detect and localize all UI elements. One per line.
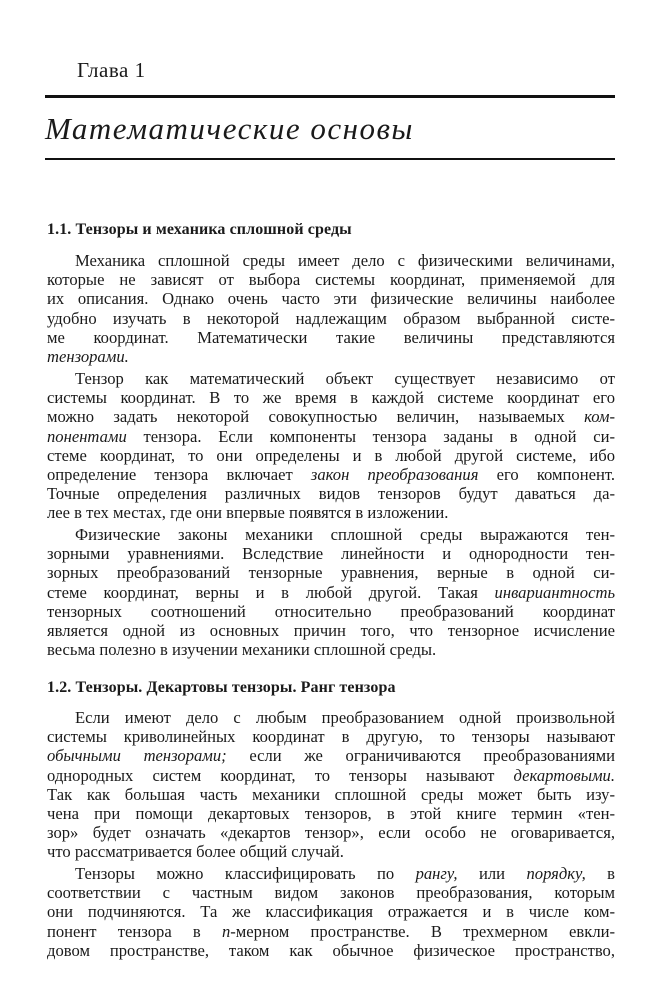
text-line: Тензор как математический объект существует независимо от [75,369,615,388]
chapter-bottom-rule [45,158,615,160]
text-line: можно задать некоторой совокупностью величин, называемых ком- [47,407,615,427]
text-line: чена при помощи декартовых тензоров, в этой книге термин «тен- [47,804,615,824]
text-line: Физические законы механики сплошной среды выражаются тен- [75,525,615,544]
text-line: которые не зависят от выбора системы координат, применяемой для [47,270,615,290]
chapter-title: Математические основы [45,111,414,146]
text-line: Если имеют дело с любым преобразованием одной произвольной [75,708,615,727]
text-line: соответствии с частным видом законов преобразования, которым [47,883,615,903]
text-line: обычными тензорами; если же ограничиваются преобразованиями [47,746,615,766]
text-line: зор» будет означать «декартов тензор», если особо не оговаривается, [47,823,615,843]
text-line: что рассматривается более общий случай. [47,842,344,862]
text-line: понент тензора в n-мерном пространстве. В трехмерном евкли- [47,921,615,941]
text-line: их описания. Однако очень часто эти физические величины наиболее [47,289,615,309]
text-line: стеме координат, верны и в любой другой. Такая инвариантность [47,582,615,602]
paragraph [47,708,615,862]
chapter-top-rule [45,95,615,98]
text-line: тензорных соотношений относительно преобразований координат [47,601,615,621]
text-line: Точные определения различных видов тензоров будут даваться да- [47,484,615,504]
text-line: стеме координат, то они определены и в любой другой системе, ибо [47,445,615,465]
section-heading-1-2: 1.2. Тензоры. Декартовы тензоры. Ранг тензора [47,679,396,696]
text-line: системы координат. В то же время в каждой системе координат его [47,388,615,408]
paragraph [47,251,615,366]
text-line: тензорами. [47,347,129,367]
text-line: системы криволинейных координат в другую, то тензоры называют [47,727,615,747]
text-line: понентами тензора. Если компоненты тензора заданы в одной си- [47,426,615,446]
text-line: ме координат. Математически такие величины представляются [47,327,615,347]
text-line: определение тензора включает закон преобразования его компонент. [47,465,615,485]
section-heading-1-1: 1.1. Тензоры и механика сплошной среды [47,221,352,238]
paragraph [47,864,615,960]
text-line: лее в тех местах, где они впервые появятся в изложении. [47,503,449,523]
text-line: Тензоры можно классифицировать по рангу, или порядку, в [75,864,615,883]
text-line: Механика сплошной среды имеет дело с физическими величинами, [75,251,615,270]
text-line: весьма полезно в изучении механики сплошной среды. [47,640,437,660]
text-line: зорных преобразований тензорные уравнения, верные в одной си- [47,563,615,583]
paragraph [47,369,615,523]
text-line: Так как большая часть механики сплошной среды может быть изу- [47,784,615,804]
text-line: довом пространстве, таком как обычное физическое пространство, [47,940,615,960]
chapter-label: Глава 1 [77,58,146,82]
text-line: они подчиняются. Та же классификация отражается и в числе ком- [47,902,615,922]
text-line: зорными уравнениями. Вследствие линейности и однородности тен- [47,544,615,564]
text-line: однородных систем координат, то тензоры называют декартовыми. [47,765,615,785]
text-line: удобно изучать в некоторой надлежащим образом выбранной систе- [47,308,615,328]
text-line: является одной из основных причин того, что тензорное исчисление [47,621,615,641]
paragraph [47,525,615,659]
